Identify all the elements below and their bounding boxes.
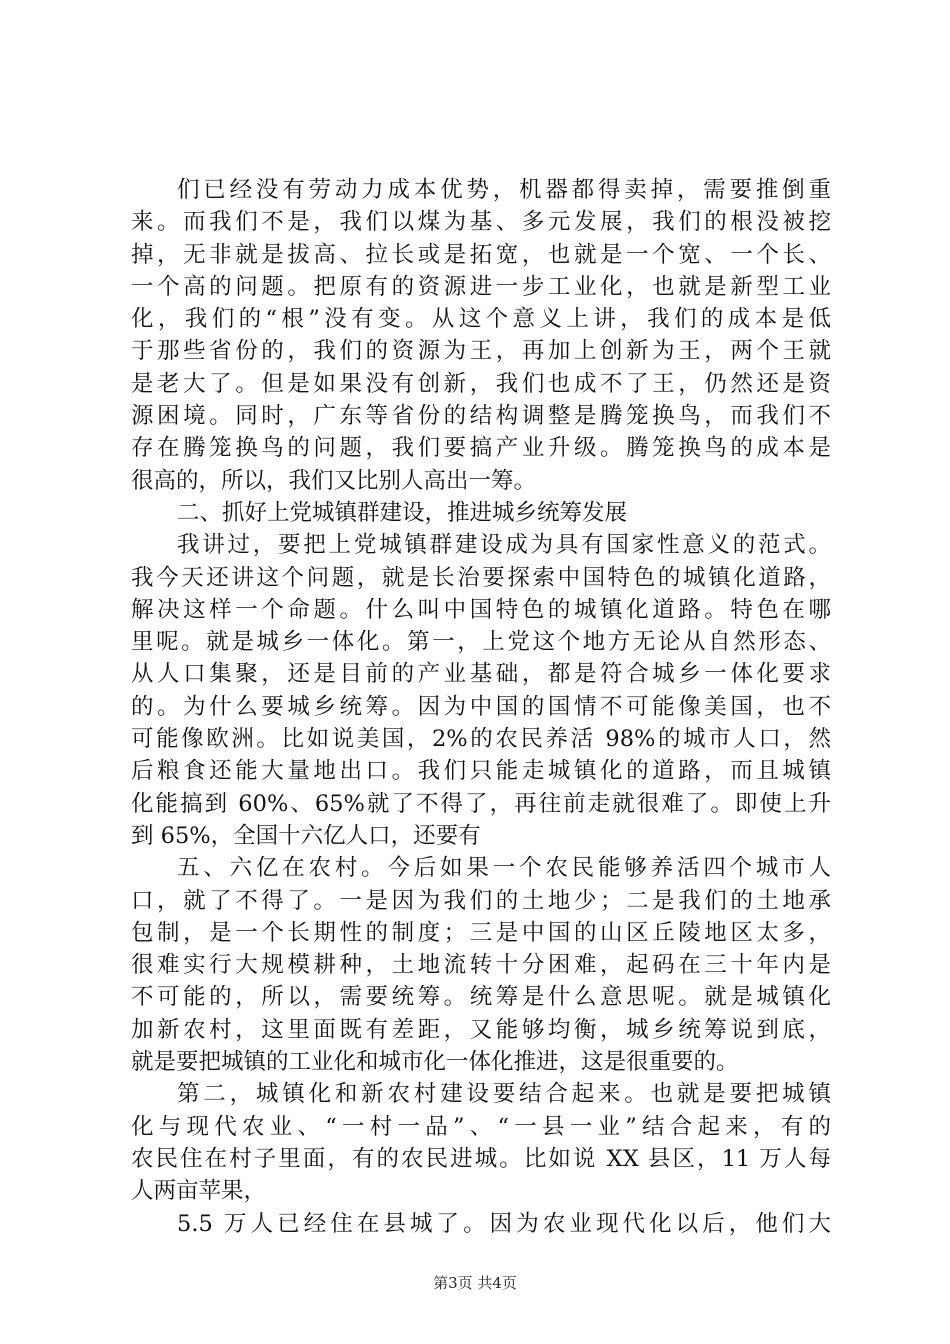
document-body xyxy=(131,174,831,1240)
text-line: 是老大了。但是如果没有创新，我们也成不了王，仍然还是资 xyxy=(131,370,831,397)
text-line: 解决这样一个命题。什么叫中国特色的城镇化道路。特色在哪 xyxy=(131,596,831,623)
text-line: 来。而我们不是，我们以煤为基、多元发展，我们的根没被挖 xyxy=(131,209,831,236)
text-line: 于那些省份的，我们的资源为王，再加上创新为王，两个王就 xyxy=(131,338,831,365)
text-line: 很高的，所以，我们又比别人高出一筹。 xyxy=(131,467,537,494)
text-line: 第二，城镇化和新农村建设要结合起来。也就是要把城镇 xyxy=(177,1081,831,1108)
text-line: 农民住在村子里面，有的农民进城。比如说 XX 县区，11 万人每 xyxy=(131,1145,831,1172)
text-line: 到 65%，全国十六亿人口，还要有 xyxy=(131,822,481,849)
text-line: 化与现代农业、“一村一品”、“一县一业”结合起来，有的 xyxy=(131,1113,831,1140)
text-line: 二、抓好上党城镇群建设，推进城乡统筹发展 xyxy=(177,499,628,526)
text-line: 一个高的问题。把原有的资源进一步工业化，也就是新型工业 xyxy=(131,273,831,300)
text-line: 从人口集聚，还是目前的产业基础，都是符合城乡一体化要求 xyxy=(131,661,831,688)
text-line: 就是要把城镇的工业化和城市化一体化推进，这是很重要的。 xyxy=(131,1049,739,1076)
text-line: 的。为什么要城乡统筹。因为中国的国情不可能像美国，也不 xyxy=(131,693,831,720)
text-line: 很难实行大规模耕种，土地流转十分困难，起码在三十年内是 xyxy=(131,952,831,979)
text-line: 加新农村，这里面既有差距，又能够均衡，城乡统筹说到底， xyxy=(131,1016,831,1043)
text-line: 掉，无非就是拔高、拉长或是拓宽，也就是一个宽、一个长、 xyxy=(131,241,831,268)
text-line: 后粮食还能大量地出口。我们只能走城镇化的道路，而且城镇 xyxy=(131,758,831,785)
text-line: 人两亩苹果， xyxy=(131,1178,267,1205)
text-line: 源困境。同时，广东等省份的结构调整是腾笼换鸟，而我们不 xyxy=(131,403,831,430)
text-line: 五、六亿在农村。今后如果一个农民能够养活四个城市人 xyxy=(177,855,831,882)
text-line: 我讲过，要把上党城镇群建设成为具有国家性意义的范式。 xyxy=(177,532,831,559)
text-line: 包制，是一个长期性的制度；三是中国的山区丘陵地区太多， xyxy=(131,919,831,946)
text-line: 口，就了不得了。一是因为我们的土地少；二是我们的土地承 xyxy=(131,887,831,914)
text-line: 我今天还讲这个问题，就是长治要探索中国特色的城镇化道路， xyxy=(131,564,831,591)
text-line: 们已经没有劳动力成本优势，机器都得卖掉，需要推倒重 xyxy=(177,177,831,203)
text-line: 可能像欧洲。比如说美国，2%的农民养活 98%的城市人口，然 xyxy=(131,726,831,753)
text-line: 存在腾笼换鸟的问题，我们要搞产业升级。腾笼换鸟的成本是 xyxy=(131,435,831,462)
text-line: 化，我们的“根”没有变。从这个意义上讲，我们的成本是低 xyxy=(131,306,831,333)
text-line: 里呢。就是城乡一体化。第一，上党这个地方无论从自然形态、 xyxy=(131,629,831,656)
text-line: 不可能的，所以，需要统筹。统筹是什么意思呢。就是城镇化 xyxy=(131,984,831,1011)
text-line: 化能搞到 60%、65%就了不得了，再往前走就很难了。即使上升 xyxy=(131,790,831,817)
text-line: 5.5 万人已经住在县城了。因为农业现代化以后，他们大 xyxy=(177,1210,831,1237)
page-footer: 第3页 共4页 xyxy=(433,1274,517,1292)
